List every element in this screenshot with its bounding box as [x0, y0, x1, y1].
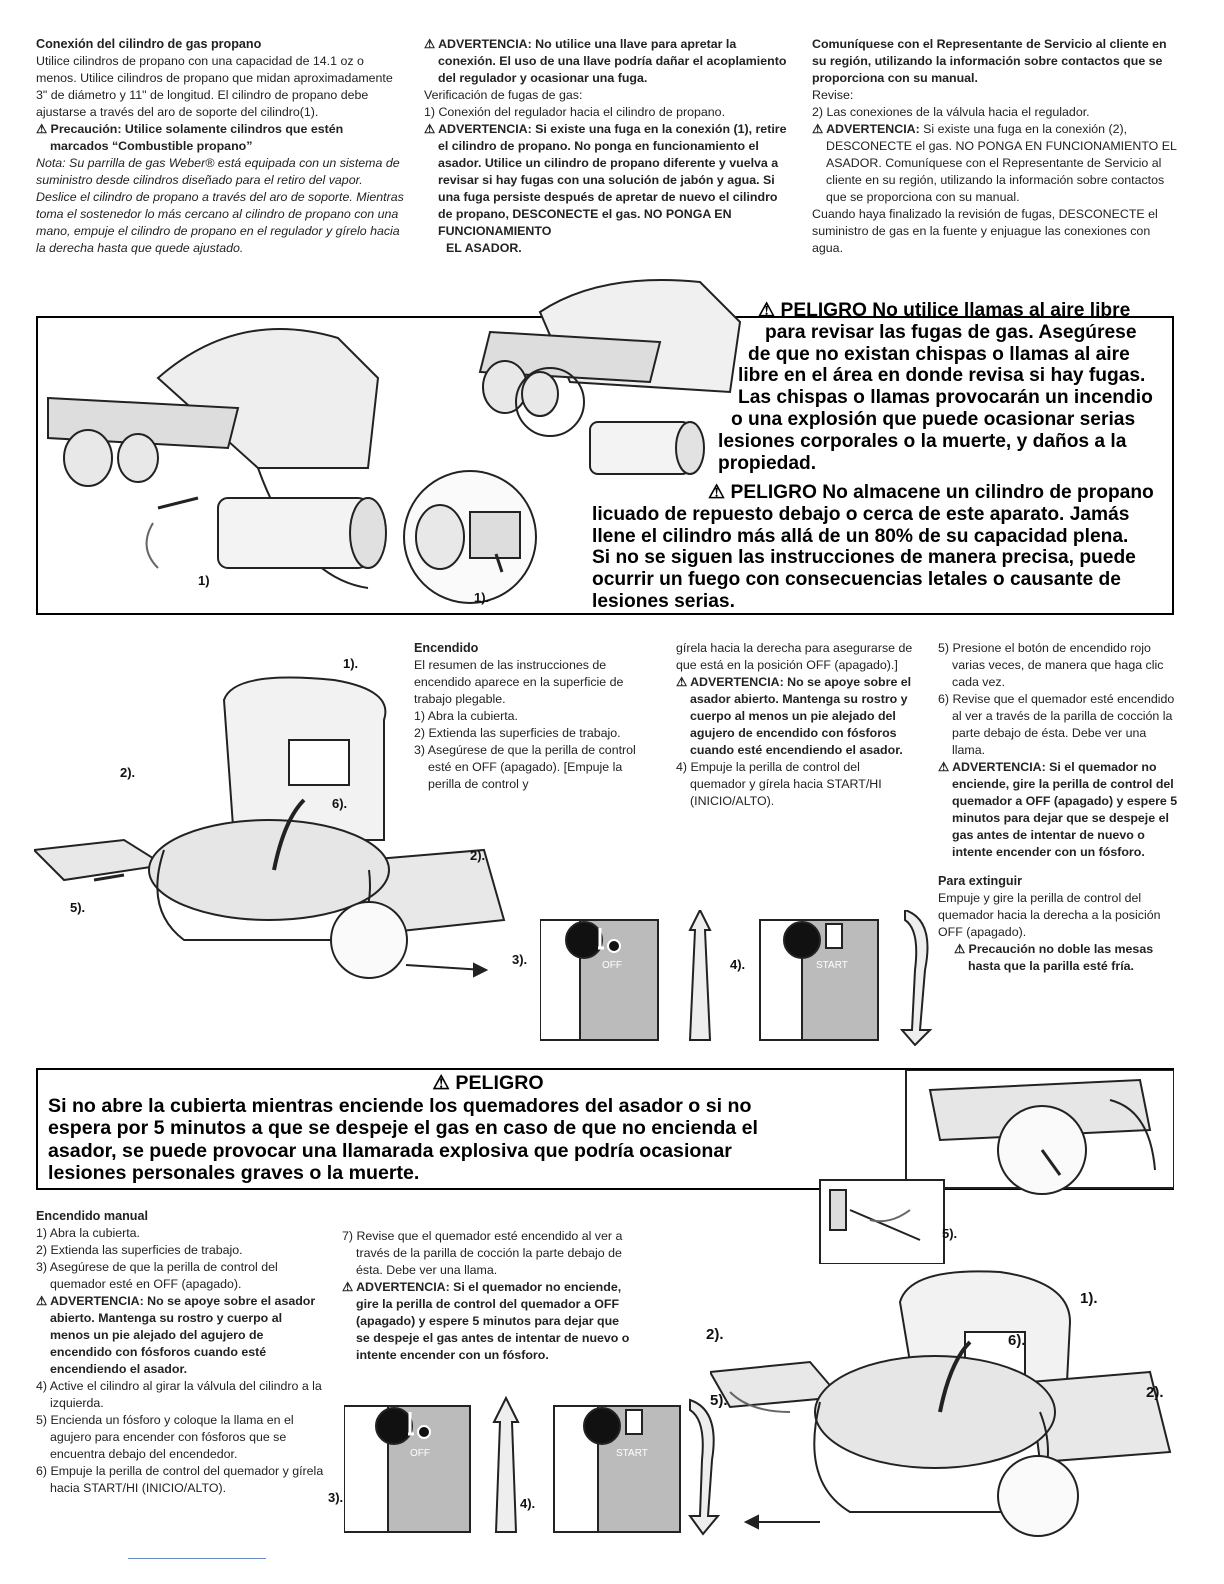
cylinder-connection-body: Utilice cilindros de propano con una capacidad de 14.1 oz o menos. Utilice cilindros de propano que midan aproximadamente 3" de diámetro y 11" de longitud. El cilindro de propano debe ajustarse a través del aro de soporte del cilindro(1).: [36, 54, 393, 119]
lighting-heading: Encendido: [414, 641, 479, 655]
revise-label: Revise:: [812, 88, 854, 102]
danger1-line6: o una explosión que puede ocasionar serias: [731, 408, 1136, 430]
danger2-line3: asador, se puede provocar una llamarada explosiva que podría ocasionar: [48, 1139, 732, 1162]
manual-step2: 2) Extienda las superficies de trabajo.: [36, 1243, 243, 1257]
extinguish-body: Empuje y gire la perilla de control del quemador hacia la derecha a la posición OFF (apagado).: [938, 891, 1161, 939]
danger1-line12: Si no se siguen las instrucciones de manera precisa, puede: [592, 547, 1136, 569]
after-leak-check: Cuando haya finalizado la revisión de fugas, DESCONECTE el suministro de gas en la fuente y enjuague las conexiones con agua.: [812, 207, 1158, 255]
enc-fig-label-1: 1).: [343, 656, 359, 671]
cylinder-insertion-illustration: [38, 318, 406, 613]
leak-check-step2: 2) Las conexiones de la válvula hacia el regulador.: [812, 105, 1090, 119]
danger2-line1: Si no abre la cubierta mientras enciende los quemadores del asador o si no: [48, 1094, 752, 1117]
lighting-intro: El resumen de las instrucciones de encendido aparece en la superficie de trabajo plegable.: [414, 658, 624, 706]
knob-off-text: OFF: [602, 960, 622, 971]
manual-step3: 3) Asegúrese de que la perilla de control del quemador esté en OFF (apagado).: [36, 1260, 278, 1291]
col3-text: [812, 36, 1182, 257]
knob-diagrams: [540, 910, 950, 1046]
lighting-col2: [676, 640, 916, 810]
col2-text: [424, 36, 790, 257]
lighting-step5: 5) Presione el botón de encendido rojo varias veces, de manera que haga clic cada vez.: [938, 641, 1164, 689]
danger1-line1: ⚠ PELIGRO No utilice llamas al aire libre: [758, 300, 1131, 321]
manual-knob-label-3: 3).: [328, 1490, 344, 1505]
manual-step7: 7) Revise que el quemador esté encendido al ver a través de la parilla de cocción la parte debajo de ésta. Debe ver una llama.: [342, 1229, 623, 1277]
footer-rule: [128, 1558, 266, 1559]
manual-knob-label-4: 4).: [520, 1496, 536, 1511]
lighting-warning-noignite: ⚠ ADVERTENCIA: Si el quemador no enciende, gire la perilla de control del quemador a OFF (apagado) y espere 5 minutos para dejar que se despeje el gas antes de intentar de nuevo o intente encender con un fósforo.: [938, 760, 1178, 859]
enc-fig-label-2a: 2).: [120, 765, 136, 780]
danger1-line10: licuado de repuesto debajo o cerca de este aparato. Jamás: [592, 503, 1130, 525]
manual-step5: 5) Encienda un fósforo y coloque la llama en el agujero para encender con fósforos que se encuentra debajo del encendedor.: [36, 1413, 294, 1461]
danger-propane-storage: [592, 482, 1182, 613]
danger1-line9: ⚠ PELIGRO No almacene un cilindro de propano: [708, 482, 1154, 503]
cylinder-caution: ⚠ Precaución: Utilice solamente cilindros que estén marcados “Combustible propano”: [36, 122, 344, 153]
danger1-line11: llene el cilindro más allá de un 80% de su capacidad plena.: [592, 525, 1129, 547]
manual-knob-diagrams: [344, 1396, 730, 1536]
fig-label-1-zoom: 1).: [474, 590, 490, 605]
manual-warning-lean: ⚠ ADVERTENCIA: No se apoye sobre el asador abierto. Mantenga su rostro y cuerpo al menos un pie alejado del agujero de encendido con fósforos cuando esté encendiendo el asador.: [36, 1294, 316, 1376]
manual-heading: Encendido manual: [36, 1209, 148, 1223]
extinguish-heading: Para extinguir: [938, 874, 1022, 888]
lighting-step4: 4) Empuje la perilla de control del quemador y gírela hacia START/HI (INICIO/ALTO).: [676, 760, 882, 808]
manual-fig-label-1: 1).: [1080, 1290, 1098, 1307]
knob-label-3: 3).: [512, 952, 528, 967]
knob-start-text: START: [816, 960, 848, 971]
lighting-col3: [938, 640, 1178, 975]
manual-fig-label-5: 5).: [710, 1392, 728, 1409]
valve-warning-label: ⚠ ADVERTENCIA:: [812, 122, 920, 136]
manual-step6: 6) Empuje la perilla de control del quemador y gírela hacia START/HI (INICIO/ALTO).: [36, 1464, 324, 1495]
danger1-line7: lesiones corporales o la muerte, y daños a la: [718, 430, 1127, 452]
fig-label-1: 1): [198, 573, 210, 588]
leak-warning-end: EL ASADOR.: [446, 241, 522, 255]
lighting-col1: [414, 640, 650, 793]
danger2-line4: lesiones personales graves o la muerte.: [48, 1162, 420, 1184]
leak-warning: ⚠ ADVERTENCIA: Si existe una fuga en la conexión (1), retire el cilindro de propano. No ponga en funcionamiento el asador. Utilice un cilindro de propano diferente y vuelva a revisar si hay fugas con una solución de jabón y agua. Si una fuga persiste después de apretar de nuevo el cilindro de propano, DESCONECTE el gas. NO PONGA EN FUNCIONAMIENTO: [424, 122, 787, 238]
danger1-line2: para revisar las fugas de gas. Asegúrese: [765, 321, 1137, 343]
enc-fig-label-2b: 2).: [470, 848, 486, 863]
lighting-step1: 1) Abra la cubierta.: [414, 709, 519, 723]
knob-label-4: 4).: [730, 957, 746, 972]
danger1-line14: lesiones serias.: [592, 590, 735, 612]
contact-service: Comuníquese con el Representante de Servicio al cliente en su región, utilizando la información sobre contactos que se proporciona con su manual.: [812, 37, 1167, 85]
lighting-step2: 2) Extienda las superficies de trabajo.: [414, 726, 621, 740]
manual-knob-off-text: OFF: [410, 1448, 430, 1459]
manual-fig-label-2a: 2).: [706, 1326, 724, 1343]
danger2-line2: espera por 5 minutos a que se despeje el gas en caso de que no encienda el: [48, 1117, 758, 1139]
manual-knob-start-text: START: [616, 1448, 648, 1459]
wrench-warning: ⚠ ADVERTENCIA: No utilice una llave para apretar la conexión. El uso de una llave podría dañar el acoplamiento del regulador y ocasionar una fuga.: [424, 37, 787, 85]
manual-col1: [36, 1208, 324, 1497]
manual-step1: 1) Abra la cubierta.: [36, 1226, 141, 1240]
leak-check-label: Verificación de fugas de gas:: [424, 88, 583, 102]
danger2-title: ⚠ PELIGRO: [432, 1072, 544, 1094]
extinguish-caution: ⚠ Precaución no doble las mesas hasta que la parilla esté fría.: [954, 942, 1154, 973]
leak-check-step1: 1) Conexión del regulador hacia el cilindro de propano.: [424, 105, 726, 119]
valve-warning-text: Si existe una fuga en la conexión (2), DESCONECTE el gas. NO PONGA EN FUNCIONAMIENTO EL ASADOR. Comuníquese con el Representante de Servicio al cliente en su región, utilizando la información sobre contactos que se proporciona con su manual.: [826, 122, 1177, 204]
manual-warning-noignite: ⚠ ADVERTENCIA: Si el quemador no enciende, gire la perilla de control del quemador a OFF (apagado) y espere 5 minutos para dejar que se despeje el gas antes de intentar de nuevo o intente encender con un fósforo.: [342, 1280, 630, 1362]
match-fig-label-5: 5).: [942, 1226, 958, 1241]
lighting-step3-cont: gírela hacia la derecha para asegurarse de que está en la posición OFF (apagado).]: [676, 641, 913, 672]
enc-fig-label-6: 6).: [332, 796, 348, 811]
danger1-line4: libre en el área en donde revisa si hay fugas.: [738, 365, 1146, 387]
manual-col2: [342, 1228, 632, 1364]
cylinder-note: Nota: Su parrilla de gas Weber® está equipada con un sistema de suministro desde cilindros diseñado para el retiro del vapor. Deslice el cilindro de propano a través del aro de soporte. Mientras toma el sostenedor lo más cercano al cilindro de propano con una mano, empuje el cilindro de propano en el regulador y gírelo hacia la derecha hasta que quede ajustado.: [36, 156, 404, 255]
danger-lid-text: [48, 1072, 808, 1185]
danger1-line8: propiedad.: [718, 452, 817, 474]
danger1-line13: ocurrir un fuego con consecuencias letales o causante de: [592, 569, 1121, 591]
danger1-line3: de que no existan chispas o llamas al aire: [748, 343, 1130, 365]
match-lighting-illustration: [810, 1070, 1174, 1264]
manual-grill-illustration: [710, 1262, 1180, 1552]
enc-fig-label-5: 5).: [70, 900, 86, 915]
manual-step4: 4) Active el cilindro al girar la válvula del cilindro a la izquierda.: [36, 1379, 322, 1410]
cylinder-connection-heading: Conexión del cilindro de gas propano: [36, 37, 262, 51]
danger1-line5: Las chispas o llamas provocarán un incendio: [738, 387, 1153, 409]
manual-fig-label-6: 6).: [1008, 1332, 1026, 1349]
lighting-step6: 6) Revise que el quemador esté encendido al ver a través de la parilla de cocción la parte debajo de ésta. Debe ver una llama.: [938, 692, 1175, 757]
col1-text: [36, 36, 404, 257]
lighting-warning-lean: ⚠ ADVERTENCIA: No se apoye sobre el asador abierto. Mantenga su rostro y cuerpo al menos un pie alejado del agujero de encendido con fósforos cuando esté encendiendo el asador.: [676, 675, 912, 757]
manual-fig-label-2b: 2).: [1146, 1384, 1164, 1401]
danger-open-flame: [700, 300, 1170, 474]
lighting-step3: 3) Asegúrese de que la perilla de control esté en OFF (apagado). [Empuje la perilla de control y: [414, 743, 636, 791]
